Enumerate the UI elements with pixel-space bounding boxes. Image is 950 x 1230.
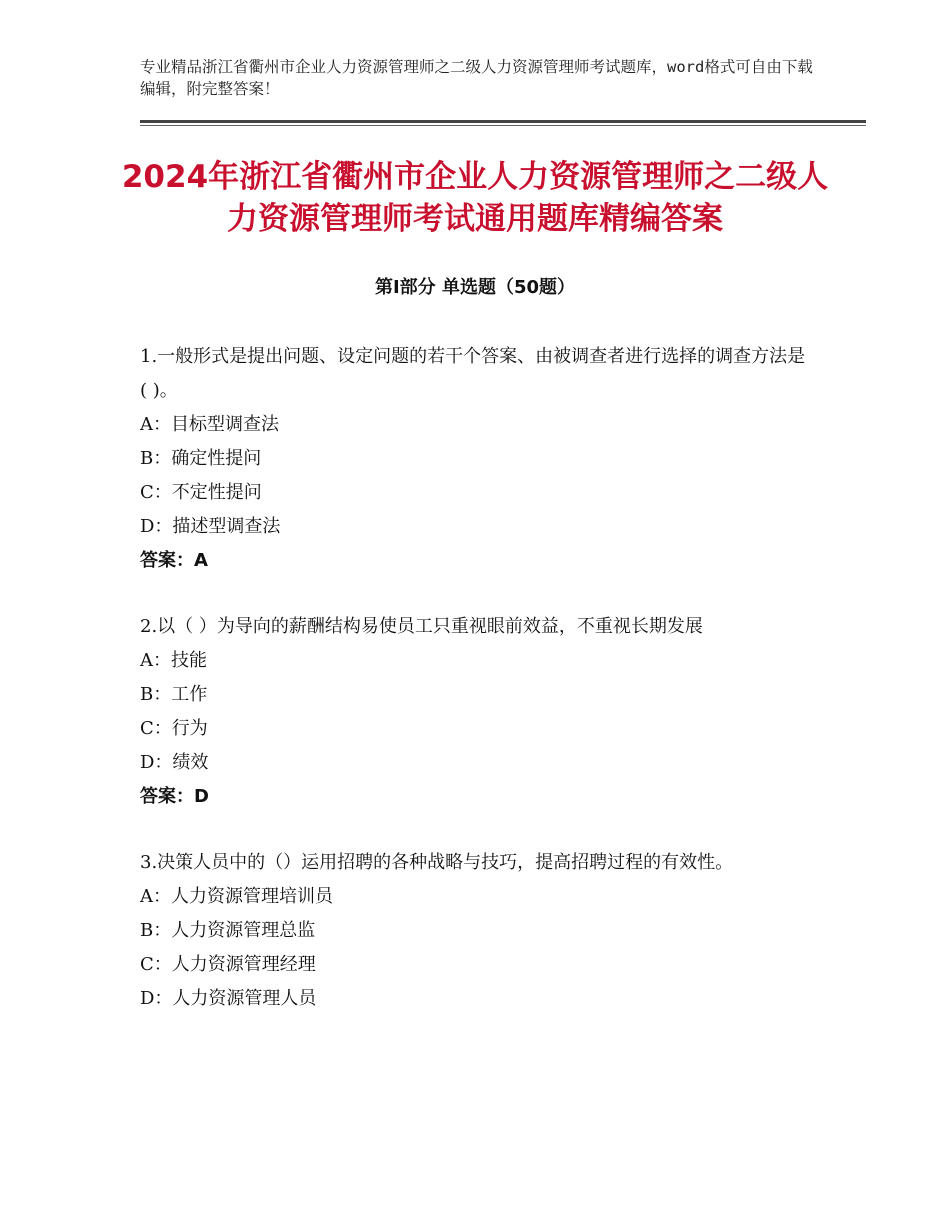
question-2 bbox=[140, 610, 810, 814]
answer: 答案：D bbox=[140, 786, 209, 807]
header-divider-thick bbox=[140, 120, 866, 123]
option-d: D：人力资源管理人员 bbox=[140, 988, 317, 1009]
option-d: D：绩效 bbox=[140, 752, 209, 773]
option-b: B：工作 bbox=[140, 684, 208, 705]
header-divider-thin bbox=[140, 125, 866, 126]
question-3 bbox=[140, 846, 810, 1016]
answer: 答案：A bbox=[140, 550, 208, 571]
question-stem: 2.以（ ）为导向的薪酬结构易使员工只重视眼前效益，不重视长期发展 bbox=[140, 616, 703, 637]
document-title: 2024年浙江省衢州市企业人力资源管理师之二级人力资源管理师考试通用题库精编答案 bbox=[121, 159, 829, 237]
option-c: C：人力资源管理经理 bbox=[140, 954, 316, 975]
option-c: C：行为 bbox=[140, 718, 208, 739]
question-1 bbox=[140, 340, 810, 578]
question-stem: 3.决策人员中的（）运用招聘的各种战略与技巧，提高招聘过程的有效性。 bbox=[140, 852, 734, 873]
header-note: 专业精品浙江省衢州市企业人力资源管理师之二级人力资源管理师考试题库，word格式可自由下载编辑，附完整答案！ bbox=[140, 58, 813, 98]
section-title: 第Ⅰ部分 单选题（50题） bbox=[374, 277, 575, 298]
option-b: B：人力资源管理总监 bbox=[140, 920, 316, 941]
option-b: B：确定性提问 bbox=[140, 448, 262, 469]
option-a: A：人力资源管理培训员 bbox=[140, 886, 333, 907]
option-c: C：不定性提问 bbox=[140, 482, 262, 503]
option-d: D：描述型调查法 bbox=[140, 516, 281, 537]
question-list bbox=[140, 340, 810, 1048]
question-stem: 1.一般形式是提出问题、设定问题的若干个答案、由被调查者进行选择的调查方法是( )。 bbox=[140, 346, 806, 401]
option-a: A：目标型调查法 bbox=[140, 414, 279, 435]
option-a: A：技能 bbox=[140, 650, 207, 671]
